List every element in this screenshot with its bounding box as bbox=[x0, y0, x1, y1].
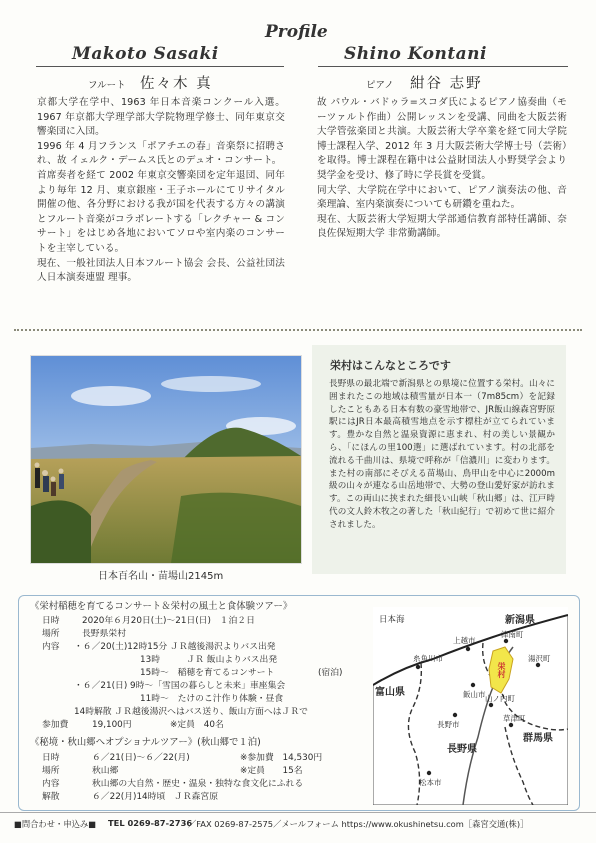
option-date-label: 日時 bbox=[42, 753, 60, 763]
tour-line: (宿泊) bbox=[318, 668, 343, 678]
right-bio-paragraph: 同大学、大学院在学中において、ピアノ演奏法の他、音楽理論、室内楽演奏についても研鑽を重ねた。 bbox=[317, 184, 567, 211]
tour-content-label: 内容 bbox=[42, 642, 60, 652]
left-roman-name: Makoto Sasaki bbox=[72, 44, 219, 64]
map-sea-label: 日本海 bbox=[379, 615, 405, 625]
left-bio-paragraph: 首席奏者を経て 2002 年東京交響楽団を定年退団、同年より毎年 12 月、東京銀座・王子ホールにてリサイタル開催の他、各分野における我が国を代表する方々の講演とフルート音楽がコラボレートする「レクチャー & コンサート」をはじめ各地においてソロや室内楽のコンサートを主宰している。 bbox=[37, 169, 285, 254]
city-dot bbox=[466, 647, 470, 651]
map-city-label: 湯沢町 bbox=[528, 654, 551, 663]
map-city-label: 松本市 bbox=[419, 778, 442, 787]
left-bio-paragraph: 現在、一般社団法人日本フルート協会 会長、公益社団法人日本演奏連盟 理事。 bbox=[37, 257, 285, 284]
city-dot bbox=[427, 771, 431, 775]
option-end: ６／22(月)14時頃 ＪＲ森宮原 bbox=[92, 792, 219, 802]
left-bio-paragraph: 京都大学在学中、1963 年日本音楽コンクール入選。1967 年京都大学理学部大学院物理学修士、同年東京交響楽団に入団。 bbox=[37, 97, 285, 138]
option-content: 秋山郷の大自然・歴史・温泉・独特な食文化にふれる bbox=[92, 779, 304, 789]
map-gunma-label: 群馬県 bbox=[523, 733, 553, 744]
footer-fax-web[interactable]: ／FAX 0269-87-2575／メールフォーム https://www.okushinetsu.com［森宮交通(株)］ bbox=[188, 819, 529, 829]
tour-title: 《栄村稲穂を育てるコンサート＆栄村の風土と食体験ツアー》 bbox=[30, 601, 293, 612]
right-name-rule bbox=[318, 66, 568, 67]
option-fee: ※参加費 14,530円 bbox=[240, 753, 323, 763]
map-niigata-label: 新潟県 bbox=[505, 615, 535, 626]
left-instrument: フルート bbox=[88, 80, 126, 91]
section-divider bbox=[14, 329, 582, 331]
right-roman-name: Shino Kontani bbox=[344, 44, 487, 64]
map-city-label: 長野市 bbox=[437, 720, 460, 729]
map-city-label: 山ノ内町 bbox=[485, 694, 515, 703]
city-dot bbox=[453, 713, 457, 717]
map-city-label: 津南町 bbox=[501, 630, 524, 639]
map-city-label: 糸魚川市 bbox=[413, 654, 443, 663]
footer-tel: TEL 0269-87-2736 bbox=[108, 818, 193, 828]
option-content-label: 内容 bbox=[42, 779, 60, 789]
tour-line: 15時〜 稲穂を育てるコンサート bbox=[140, 668, 275, 678]
map-city-label: 飯山市 bbox=[463, 690, 486, 699]
photo-caption: 日本百名山・苗場山2145m bbox=[98, 571, 224, 582]
left-name-rule bbox=[36, 66, 284, 67]
option-place-label: 場所 bbox=[42, 766, 60, 776]
tour-date: 2020年６月20日(土)〜21日(日) １泊２日 bbox=[82, 616, 255, 626]
city-dot bbox=[471, 683, 475, 687]
tour-line: 14時解散 ＪＲ越後湯沢へはバス送り、飯山方面へはＪＲで bbox=[74, 707, 308, 717]
footer bbox=[0, 812, 596, 835]
mountain-landscape-image bbox=[31, 356, 301, 563]
tour-capacity: ※定員 40名 bbox=[170, 720, 224, 730]
tour-place: 長野県栄村 bbox=[82, 629, 126, 639]
option-place: 秋山郷 bbox=[92, 766, 119, 776]
right-bio bbox=[317, 96, 567, 242]
right-instrument: ピアノ bbox=[366, 80, 394, 91]
sakae-title: 栄村はこんなところです bbox=[330, 359, 451, 372]
map-sakae-label: 栄村 bbox=[497, 662, 506, 678]
option-date: ６／21(日)〜６／22(月) bbox=[92, 753, 190, 763]
map-toyama-label: 富山県 bbox=[375, 687, 405, 698]
tour-line: ・６／20(土)12時15分 ＪＲ越後湯沢よりバス出発 bbox=[74, 642, 276, 652]
city-dot bbox=[416, 665, 420, 669]
sakae-text: 長野県の最北端で新潟県との県境に位置する栄村。山々に囲まれたこの地域は積雪量が日本一（7m85cm）を記録したこともある日本有数の豪雪地帯で、JR飯山線森宮野原駅にはJR日本最高積雪地点を示す標柱が立てられています。豊かな自然と温泉資源に恵まれ、村の美しい景観から、「にほんの里100選」に選ばれています。村の北部を流れる千曲川は、県境で呼称が「信濃川」に変わります。また村の南部にそびえる苗場山、鳥甲山を中心に2000m級の山々が連なる山岳地帯で、大勢の登山愛好家が訪れます。この両山に挟まれた細長い山峡「秋山郷」は、江戸時代の文人鈴木牧之の著した「秋山紀行」で初めて世に紹介されました。 bbox=[329, 379, 555, 530]
tour-line: 13時 ＪＲ 飯山よりバス出発 bbox=[140, 655, 278, 665]
option-title: 《秘境・秋山郷へオプショナルツアー》(秋山郷で１泊) bbox=[30, 737, 261, 748]
map-nagano-label: 長野県 bbox=[447, 744, 477, 755]
footer-contact-label: ■問合わせ・申込み■ bbox=[14, 819, 97, 829]
left-bio-paragraph: 1996 年 4 月フランス「ポアチエの春」音楽祭に招聘され、故 イェルク・デームス氏とのデュオ・コンサート。 bbox=[37, 140, 285, 167]
tour-fee: 19,100円 bbox=[92, 720, 132, 730]
profile-heading: Profile bbox=[265, 22, 328, 42]
tour-date-label: 日時 bbox=[42, 616, 60, 626]
tour-fee-label: 参加費 bbox=[42, 720, 69, 730]
tour-line: 11時〜 たけのこ汁作り体験・昼食 bbox=[140, 694, 284, 704]
left-bio bbox=[37, 96, 285, 286]
option-capacity: ※定員 15名 bbox=[240, 766, 303, 776]
right-bio-paragraph: 故 パウル・バドゥラ=スコダ氏によるピアノ協奏曲（モーツァルト作曲）公開レッスンを受講、同曲を大阪芸術大学管弦楽団と共演。大阪芸術大学卒業を経て同大学院博士課程入学、2012 年 3 月大阪芸術大学博士号（芸術）を取得。博士課程在籍中は公益財団法人小野奨学会より奨学金を受け、修了時に学長賞を受賞。 bbox=[317, 97, 567, 181]
tour-place-label: 場所 bbox=[42, 629, 60, 639]
map-city-label: 草津町 bbox=[503, 714, 526, 723]
left-name: 佐々木 真 bbox=[140, 76, 213, 92]
right-bio-paragraph: 現在、大阪芸術大学短期大学部通信教育部特任講師、奈良佐保短期大学 非常勤講師。 bbox=[317, 213, 567, 240]
tour-line: ・６／21(日) 9時〜「雪国の暮らしと未来」車座集会 bbox=[74, 681, 286, 691]
option-end-label: 解散 bbox=[42, 792, 60, 802]
mountain-photo bbox=[30, 355, 302, 564]
right-name: 紺谷 志野 bbox=[410, 76, 483, 92]
area-map bbox=[373, 607, 568, 805]
map-city-label: 上越市 bbox=[453, 636, 476, 645]
